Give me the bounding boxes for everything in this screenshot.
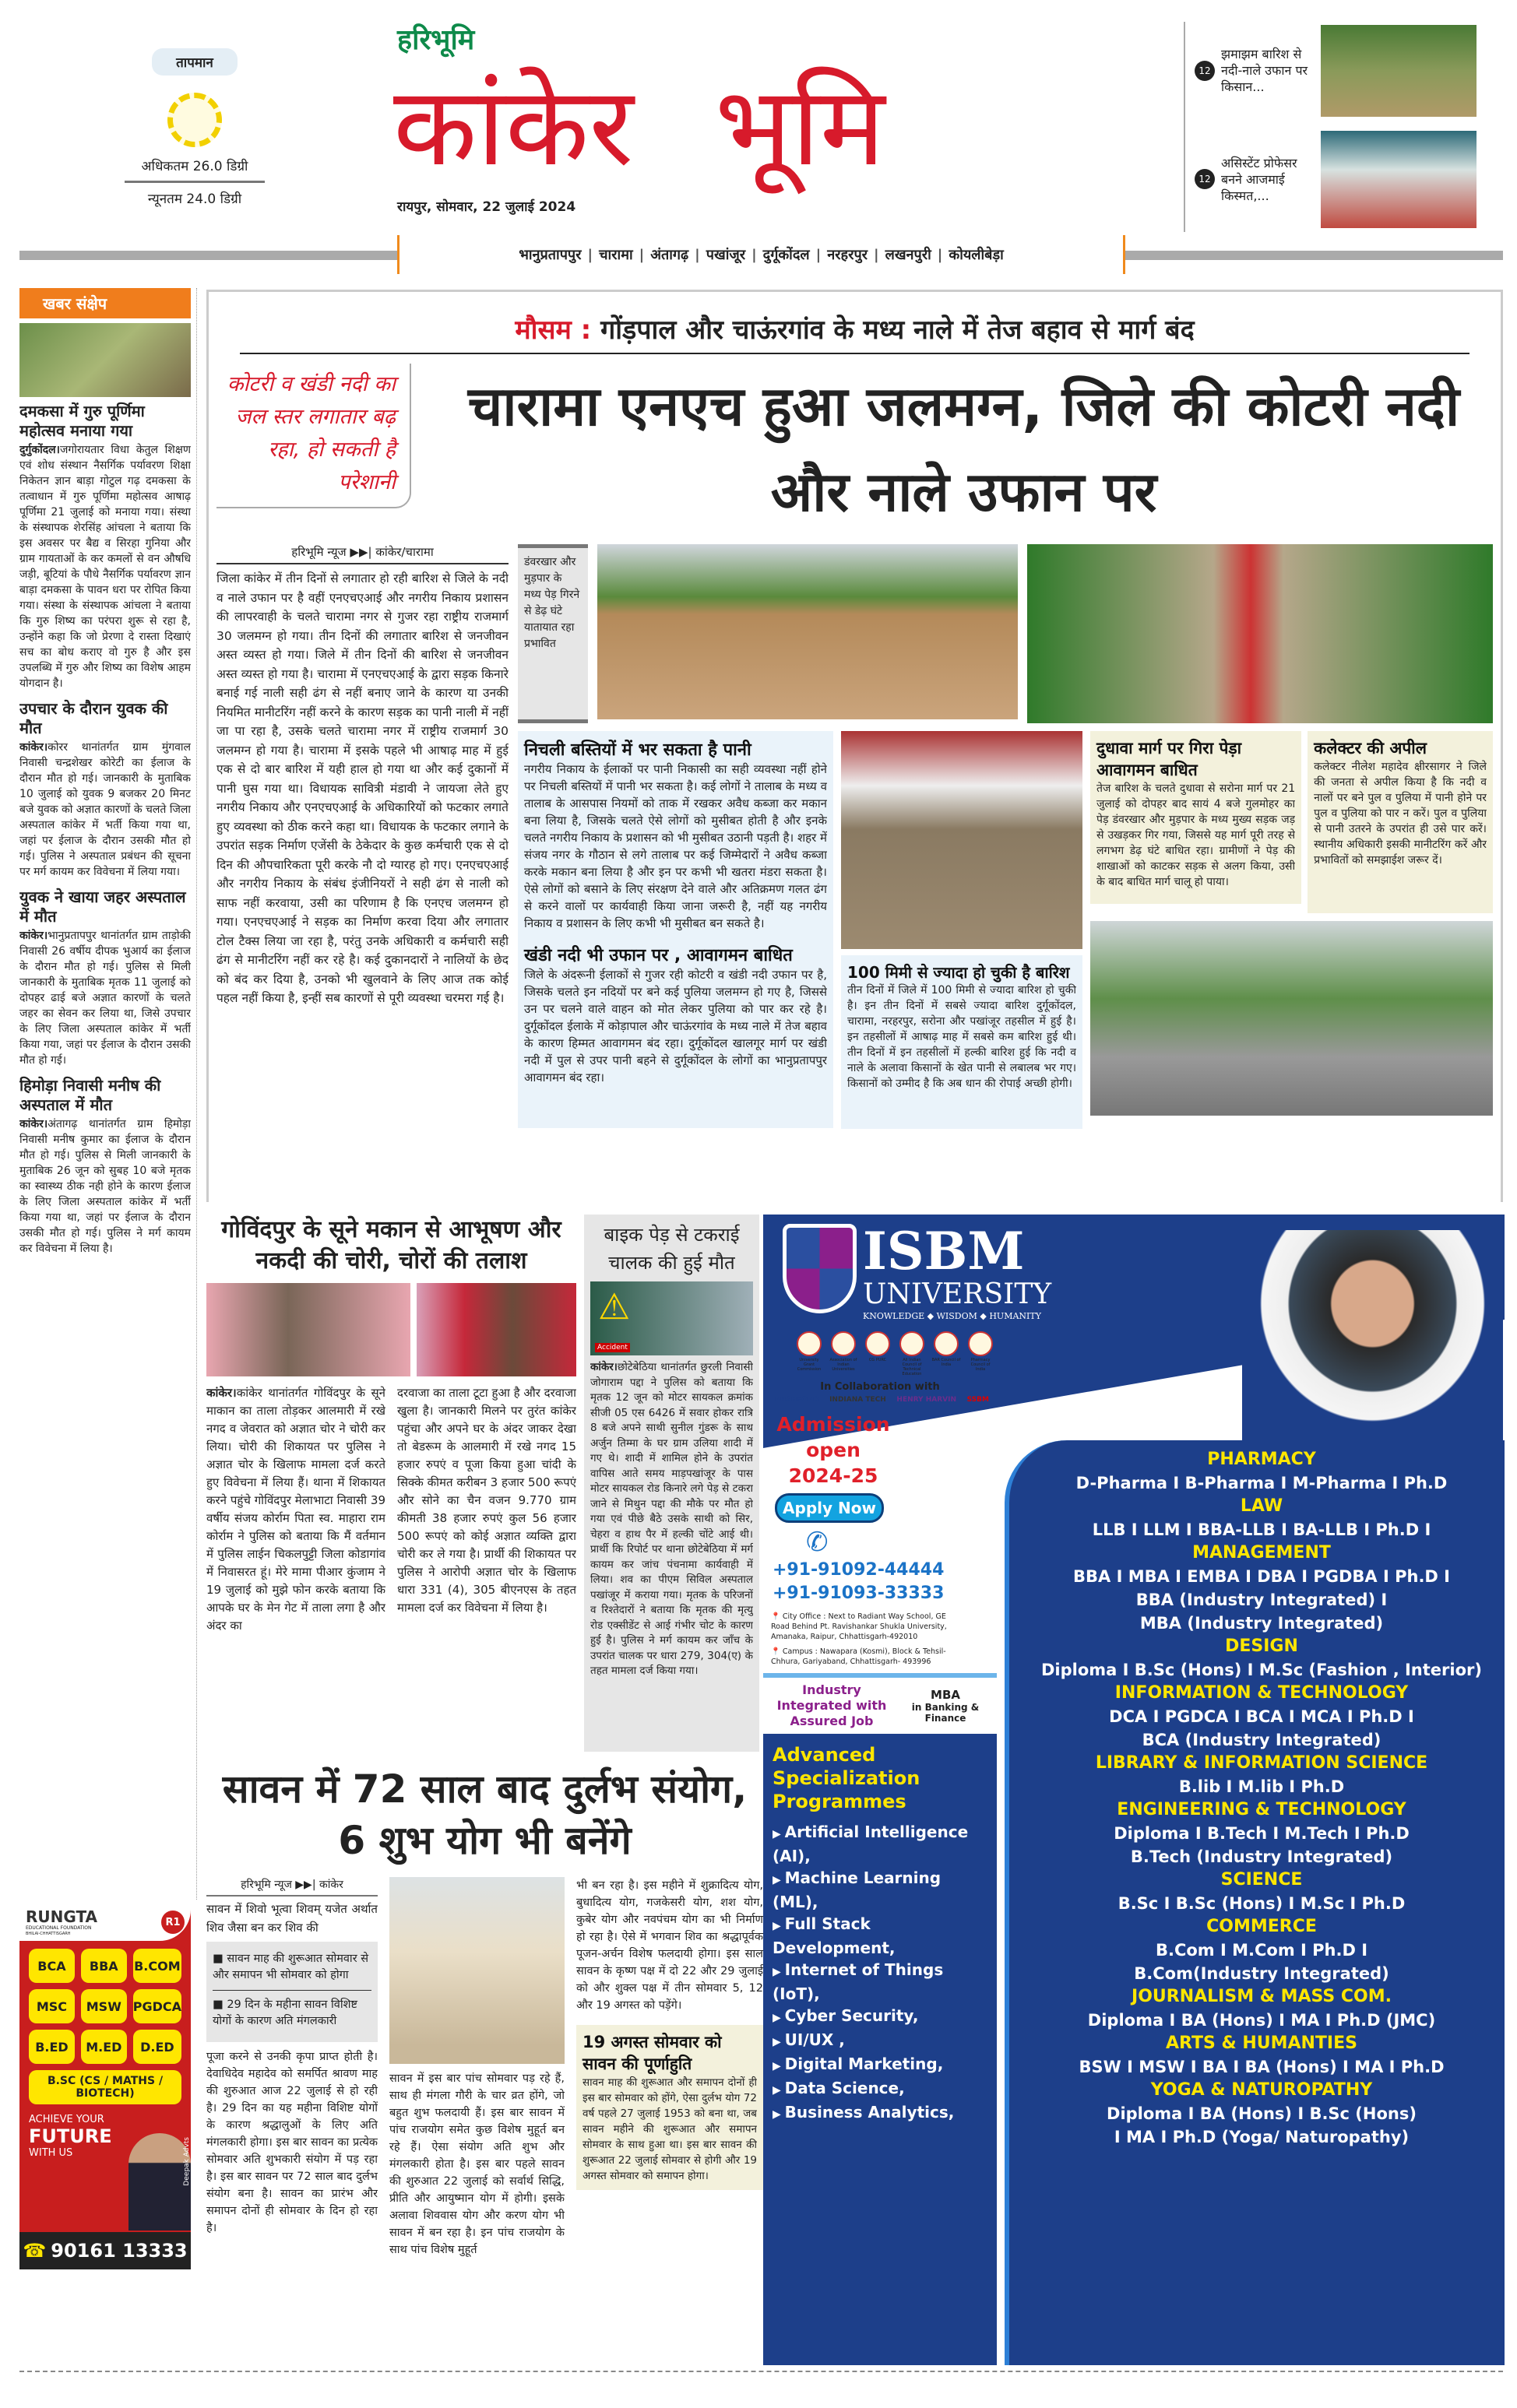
- campus: [771, 1647, 958, 1667]
- dateline: कांकेर।: [206, 1386, 237, 1400]
- location-link[interactable]: चारामा: [599, 247, 633, 263]
- brief-text: अंतागढ़ थानांतर्गत ग्राम हिमोड़ा निवासी मनीष कुमार का ईलाज के दौरान मौत हो गई। पुलिस से मिली जानकारी के मुताबिक 26 जून को सुबह 10 बजे मृतक का स्वास्थ्य ठीक नही होने के कारण ईलाज के लिए जिला अस्पताल कांकेर में भर्ती किया गया था, जहां पर ईलाज के दौरान उसकी मौत हो गई। पुलिस ने मर्ग कायम कर विवेचना में लिया है।: [19, 1118, 191, 1255]
- program-list: B.Com(Industry Integrated): [1134, 1964, 1389, 1983]
- course-chip: MSC: [29, 1989, 75, 2023]
- box-body: कलेक्टर नीलेश महादेव क्षीरसागर ने जिले की जनता से अपील किया है कि नदी व नालों पर बने पुल व पुलिया में पानी होने पर पुल व पुलिया को पार न करें। पुल व पुलिया से पानी उतरने के उपरांत ही उसे पार करें। स्थानीय अधिकारी इसकी मानीटरिंग करें और प्रभावितों को समझाईश जरूर दें।: [1314, 761, 1487, 867]
- info-box: [1308, 731, 1493, 913]
- brief-body: [19, 740, 191, 880]
- accreditation-name: University Grant Commission: [797, 1358, 822, 1372]
- tagline-3: WITH US: [29, 2147, 73, 2159]
- dateline: कांकेर।: [590, 1361, 618, 1373]
- dateline: कांकेर।: [19, 930, 48, 942]
- program-list: Diploma I BA (Hons) I MA I Ph.D (JMC): [1087, 2011, 1436, 2030]
- brief-title: युवक ने खाया जहर अस्पताल में मौत: [19, 888, 186, 926]
- accreditation-name: All Indian Council of Technical Education: [902, 1358, 922, 1376]
- course-chip: B.SC (CS / MATHS / BIOTECH): [29, 2070, 181, 2104]
- program-list: I MA I Ph.D (Yoga/ Naturopathy): [1114, 2128, 1410, 2146]
- strap-text: गोंड़पाल और चाऊंरगांव के मध्य नाले में तेज बहाव से मार्ग बंद: [600, 315, 1195, 346]
- strap-headline: [240, 312, 1469, 354]
- paper-title: कांकेर भूमि: [393, 64, 885, 191]
- bike-body: [590, 1360, 753, 1745]
- program-list: D-Pharma I B-Pharma I M-Pharma I Ph.D: [1075, 1474, 1448, 1492]
- spec-item: ▶ Digital Marketing,: [773, 2053, 989, 2077]
- course-chip: D.ED: [133, 2030, 181, 2064]
- location-link[interactable]: दुर्गूकोंदल: [762, 247, 810, 263]
- program-section-title: PHARMACY: [1207, 1450, 1316, 1469]
- theft-body-2: दरवाजा का ताला टूटा हुआ है और दरवाजा खुला है। जानकारी मिलने पर तुरंत कांकेर पहुंचा और अपने घर के अंदर जाकर देखा तो बेडरूम के आलमारी में रखे नगद 15 हजार रुपएं व पूजा किया हुआ चांदी के सिक्के कीमत करीबन 3 हजार 500 रूपएं और सोने का चैन वजन 9.770 ग्राम कीमती 38 हजार रुपएं कुल 56 हजार 500 रूपएं को कोई अज्ञात व्यक्ति द्वारा चोरी कर ले गया है। प्रार्थी की शिकायत पर पुलिस ने आरोपी अज्ञात चोर के खिलाफ धारा 331 (4), 305 बीएनएस के तहत मामला दर्ज कर विवेचना में लिया है।: [397, 1386, 576, 1615]
- accreditation-badge: [829, 1331, 858, 1376]
- highlight-item: ■ सावन माह की शुरूआत सोमवार से और समापन भी सोमवार को होगा: [213, 1948, 371, 1991]
- location-link[interactable]: लखनपुरी: [885, 247, 931, 263]
- pull-quote: कोटरी व खंडी नदी का जल स्तर लगातार बढ़ रहा, हो सकती है परेशानी: [216, 364, 411, 508]
- accreditation-seal-icon: [865, 1331, 890, 1356]
- accreditation-badge: [897, 1331, 927, 1376]
- lead-body: जिला कांकेर में तीन दिनों से लगातार हो रही बारिश से जिले के नदी व नाले उफान पर है वहीं एनएचएआई और नगरीय निकाय प्रशासन की लापरवाही के चलते चारामा नगर से गुजर रहा राष्ट्रीय राजमार्ग 30 जलमग्न हो गया। तीन दिनों की लगातार बारिश से जनजीवन अस्त व्यस्त हो गया। जिले में तीन दिनों की बारिश से जनजीवन अस्त व्यस्त हो गया है। चारामा में एनएचएआई के द्वारा सड़क किनारे बनाई गई नाली सही ढंग से नहीं बनाए जाने के कारण या उनकी नियमित मानीटरिंग नहीं करने के कारण सड़क का पानी नाली में नहीं जा पा रहा है, उसके चलते चारामा नगर में राष्ट्रीय राजमार्ग 30 जलमग्न हो गया है। चारामा में इसके पहले भी आषाढ़ माह में हुई एक से दो बार बारिश में यही हाल हो गया था और कई दुकानों में पानी घुस गया था। विधायक सावित्री मंडावी ने जायजा लेते हुए नगरीय निकाय और एनएचएआई के अधिकारियों को फटकार लगाते हुए व्यवस्था को ठीक करने कहा था। विधायक के फटकार लगाने के उपरांत सड़क निर्माण एजेंसी के ठेकेदार के कुछ कर्मचारी एक से दो दिन की औपचारिकता पूरी करके नौ दो ग्यारह हो गए। एनएचएआई और नगरीय निकाय के संबंध इंजीनियरों ने सही ढंग से नाली को साफ नहीं करवाया, उसी का परिणाम है कि एनएच जलमग्न हो गया। एनएचएआई ने सड़क का निर्माण करवा दिया और लगातार टोल टैक्स लिया जा रहा है, परंतु उनके अधिकारी व कर्मचारी सही ढंग से मानीटरिंग नहीं कर रहे है। कई दुकानदारों ने नालियों के छेद को बंद कर दिया है, उनको भी खुलवाने के लिए आज तक कोई पहल नहीं किया है, इन्हीं सब कारणों से पूरी व्यवस्था चरमरा गई है।: [216, 571, 509, 1005]
- apply-now-button[interactable]: Apply Now: [775, 1493, 884, 1523]
- isbm-tagline: KNOWLEDGE ◆ WISDOM ◆ HUMANITY: [863, 1311, 1041, 1321]
- accreditation-name: CG PURC: [868, 1358, 887, 1362]
- teaser-text: असिस्टेंट प्रोफेसर बनने आजमाई किस्मत,...: [1221, 155, 1297, 203]
- program-section-title: ENGINEERING & TECHNOLOGY: [1117, 1800, 1406, 1819]
- byline: हरिभूमि न्यूज ▶▶| कांकेर/चारामा: [216, 544, 509, 564]
- program-section-title: LAW: [1240, 1496, 1283, 1516]
- warning-sign-icon: ⚠: [598, 1285, 631, 1327]
- box-title: खंडी नदी भी उफान पर , आवागमन बाधित: [524, 946, 793, 965]
- highlight-item: ■ 29 दिन के महीना सावन विशिष्ट योगों के कारण अति मंगलकारी: [213, 1998, 357, 2027]
- rungta-brand: RUNGTA: [26, 1907, 98, 1926]
- max-temp: अधिकतम 26.0 डिग्री: [125, 156, 265, 183]
- tagline-1: ACHIEVE YOUR: [29, 2114, 104, 2125]
- collab-logo: INDIANA TECH: [829, 1396, 886, 1404]
- isbm-phone-1: +91-91092-44444: [773, 1560, 945, 1580]
- location-divider: |: [639, 246, 645, 263]
- spec-item: ▶ Internet of Things (IoT),: [773, 1959, 989, 2005]
- accident-photo: [590, 1281, 753, 1355]
- spec-item: ▶ Full Stack Development,: [773, 1913, 989, 1959]
- spec-item: ▶ Business Analytics,: [773, 2101, 989, 2125]
- program-list: B.lib I M.lib I Ph.D: [1178, 1777, 1345, 1796]
- location-link[interactable]: अंतागढ़: [650, 247, 689, 263]
- location-link[interactable]: भानुप्रतापपुर: [519, 247, 582, 263]
- theft-story: [206, 1215, 576, 1752]
- info-box: [518, 731, 833, 1128]
- sawan-intro: सावन में शिवो भूत्वा शिवम् यजेत अर्थात शिव जैसा बन कर शिव की: [206, 1902, 378, 1935]
- page-badge: 12: [1195, 61, 1215, 81]
- ad-left-column: [763, 1331, 997, 2365]
- phone-icon: ✆: [806, 1527, 829, 1558]
- location-link[interactable]: नरहरपुर: [827, 247, 868, 263]
- box-title: 100 मिमी से ज्यादा हो चुकी है बारिश: [847, 963, 1070, 982]
- accreditation-seal-icon: [899, 1331, 924, 1356]
- fallen-tree-road-photo: [1090, 921, 1493, 1116]
- box-body: नगरीय निकाय के ईलाकों पर पानी निकासी का सही व्यवस्था नहीं होने पर निचली बस्तियों में पानी भर सकता है। कई लोगों ने तालाब के मध्य व तालाब के आसपास नियमों को ताक में रखकर अवैध कब्जा कर मकान बना लिया है, जिसके चलते ऐसे लोगों को मुसीबत होती है और इनके चलते नगरीय निकाय के प्रशासन को भी मुसीबत उठानी पड़ती है। शहर में संजय नगर के गौठान से लगे तालाब पर कई जिम्मेदारों ने अवैध कब्जा करके मकान बना लिया है और इन पर कभी भी खतरा मंडरा सकता है। ऐसे लोगों को बसाने के लिए संरक्षण देने वाले और अतिक्रमण गलत ढंग से करने वालों पर कार्यवाही किया जाना जरूरी है, नहीं यह नगरीय निकाय व प्रशासन के लिए कभी भी मुसीबत बन सकते है।: [524, 762, 827, 930]
- brief-title: उपचार के दौरान युवक की मौत: [19, 699, 168, 737]
- sawan-headline: सावन में 72 साल बाद दुर्लभ संयोग, 6 शुभ योग भी बनेंगे: [222, 1766, 748, 1863]
- teaser-text: झमाझम बारिश से नदी-नाले उफान पर किसान...: [1221, 47, 1308, 94]
- brief-label: खबर संक्षेप: [19, 288, 191, 318]
- program-section-title: MANAGEMENT: [1192, 1543, 1331, 1563]
- box-body: जिले के अंदरूनी ईलाकों से गुजर रही कोटरी व खंडी नदी उफान पर है, जिसके चलते इन नदियों पर बने कई पुलिया जलमग्न हो गए है, जिससे उन पर चलने वाले वाहन को मोत लेकर पुलिया को पार कर रहे है। दुर्गूकोंदल ईलाके में कोड़ापाल और चाऊंरगांव के मध्य नाले में तेज बहाव के कारण हिम्मत आवागमन बंद रहा। दुर्गूकोंदल खालगूर मार्ग पर खंडी नदी में पुल से उपर पानी बहने से दुर्गूकोंदल के लोगों का भानुप्रतापपुर आवागमन बंद रहा।: [524, 968, 827, 1084]
- spec-item: ▶ Artificial Intelligence (AI),: [773, 1821, 989, 1867]
- box-title: निचली बस्तियों में भर सकता है पानी: [524, 740, 751, 760]
- box-title: कलेक्टर की अपील: [1314, 739, 1427, 758]
- isbm-ad[interactable]: [763, 1215, 1505, 2365]
- industry-label: Industry Integrated with Assured Job: [776, 1682, 887, 1728]
- rungta-ad[interactable]: [19, 1904, 191, 2269]
- program-list: B.Tech (Industry Integrated): [1130, 1847, 1393, 1866]
- admission-label: Admission: [776, 1413, 890, 1436]
- rungta-badge: R1: [161, 1911, 185, 1934]
- person-photo: [128, 2133, 191, 2230]
- isbm-shield-logo: [783, 1224, 857, 1313]
- rungta-logo: [19, 1904, 191, 1941]
- location-divider: |: [587, 246, 593, 263]
- isbm-name: ISBM: [863, 1221, 1025, 1281]
- teaser-item[interactable]: [1185, 128, 1503, 230]
- open-label: open: [806, 1439, 861, 1461]
- min-temp: न्यूनतम 24.0 डिग्री: [147, 192, 242, 207]
- program-list: BCA (Industry Integrated): [1142, 1731, 1381, 1749]
- photo-caption: डंवरखार और मुड़पार के मध्य पेड़ गिरने से डेढ़ घंटे यातायात रहा प्रभावित: [518, 544, 588, 723]
- rungta-loc: BHILAI-CHHATTISGARH: [26, 1931, 71, 1936]
- dateline: कांकेर।: [19, 1118, 48, 1130]
- dateline: दुर्गुकोंदल।: [19, 444, 60, 456]
- ai-woman-photo: [1242, 1230, 1503, 1440]
- theft-body-1: कांकेर थानांतर्गत गोविंदपुर के सूने माकान का ताला तोड़कर आलमारी में रखे नगद व जेवरात को अज्ञात चोर ने चोरी कर लिया। चोरी की शिकायत पर पुलिस ने अज्ञात चोर के खिलाफ मामला दर्ज करते हुए विवेचना में लिया हैं। थाना में शिकायत करने पहुंचे गोविंदपुर मेलाभाटा निवासी 39 वर्षीय संजय कोर्राम पिता स्व. माहारा राम कोर्राम ने पुलिस को बताया कि मैं वर्तमान में पुलिस लाईन चिकलपुट्टी जिला कोडागांव में निवासरत हूं। मेरे मामा पीआर कुंजाम ने 19 जुलाई को मुझे फोन करके बताया कि आपके घर के मेन गेट में ताला लगा है और अंदर का: [206, 1386, 385, 1633]
- masthead: [393, 23, 1133, 234]
- accreditation-name: Association of Indian Universities: [829, 1358, 857, 1372]
- program-section-title: INFORMATION & TECHNOLOGY: [1114, 1683, 1409, 1703]
- teaser-photo: [1321, 25, 1477, 117]
- teasers: [1184, 22, 1503, 232]
- sawan-byline: हरिभूमि न्यूज ▶▶| कांकेर: [206, 1877, 378, 1897]
- location-divider: |: [815, 246, 822, 263]
- box-body: तेज बारिश के चलते दुधावा से सरोना मार्ग पर 21 जुलाई को दोपहर बाद सायं 4 बजे गुलमोहर का पेड़ डंवरखार और मुड़पार के मध्य मुख्य सड़क जड़ से उखड़कर गिर गया, जिससे यह मार्ग पूरी तरह से लगभग डेढ़ घंटे बाधित रहा। ग्रामीणों ने पेड़ की शाखाओं को काटकर सड़क से अलग किया, उसी के बाद बाधित मार्ग चालू हो पाया।: [1096, 782, 1296, 888]
- brand-logo: हरिभूमि: [397, 24, 475, 56]
- course-chip: BCA: [29, 1949, 75, 1983]
- flooded-fields-photo: [597, 544, 1018, 719]
- theft-photo: [417, 1283, 576, 1376]
- bike-accident-story: [584, 1215, 759, 1752]
- info-box: [841, 955, 1082, 1129]
- spec-item: ▶ Machine Learning (ML),: [773, 1867, 989, 1913]
- course-chip: MSW: [81, 1989, 127, 2023]
- accreditation-name: Pharmacy Council of India: [970, 1358, 991, 1372]
- program-list: LLB I LLM I BBA-LLB I BA-LLB I Ph.D I: [1092, 1520, 1431, 1539]
- theft-photo: [206, 1283, 410, 1376]
- phone-number: 90161 13333: [51, 2240, 188, 2262]
- bike-body-text: छोटेबेठिया थानांतर्गत छुरली निवासी जोगाराम पद्दा ने पुलिस को बताया कि मृतक 12 जून को मोटर सायकल क्रमांक सीजी 05 एस 6426 में सवार होकर रात्रि 8 बजे अपने साथी सुनील गुंडरू के साथ अर्जुन तिम्मा के घर ग्राम उलिया शादी में गए थे। शादी में शामिल होने के उपरांत वापिस आते समय माड़पखांजूर के पास मोटर सायकल रोड किनारे लगे पेड़ से टकरा जाने से मिथुन पद्दा की मौके पर मौत हो गया एवं पीछे बैठे उसके साथी को सिर, चेहरा व हाथ पैर में हल्की चोंटे आई थी। प्रार्थी कि रिपोर्ट पर थाना छोटेबेठिया में मर्ग कायम कर जांच पंचनामा कार्यवाही में लिया। शव का पीएम सिविल अस्पताल पखांजूर में कराया गया। मृतक के परिजनों व रिश्तेदारों ने बताया कि मृतक की मृत्यु रोड एक्सीडेंट से आई गंभीर चोट के कारण हुई है। पुलिस ने मर्ग कायम कर जाँच के उपरांत चालक पर धारा 279, 304(ए) के तहत मामला दर्ज किया गया।: [590, 1361, 753, 1677]
- course-chip: PGDCA: [133, 1989, 181, 2023]
- program-section-title: COMMERCE: [1206, 1917, 1317, 1936]
- spec-panel: [763, 1734, 997, 2365]
- page-badge: 12: [1195, 169, 1215, 189]
- location-divider: |: [751, 246, 757, 263]
- sun-icon: [167, 93, 222, 147]
- program-list: BBA I MBA I EMBA I DBA I PGDBA I Ph.D I: [1073, 1567, 1450, 1586]
- spec-title: Advanced Specialization Programmes: [773, 1744, 920, 1812]
- ad-credit: Deepak Advts: [183, 2137, 191, 2186]
- collab-label: In Collaboration with: [820, 1381, 940, 1393]
- page-bottom-rule: [19, 2371, 1503, 2372]
- collab-logo: HENRY HARVIN: [896, 1396, 956, 1404]
- accreditation-seal-icon: [934, 1331, 959, 1356]
- location-link[interactable]: कोयलीबेड़ा: [949, 247, 1004, 263]
- accreditation-badge: [966, 1331, 995, 1376]
- box-title: दुधावा मार्ग पर गिरा पेड़ा आवागमन बाधित: [1096, 739, 1242, 779]
- isbm-phone-2: +91-91093-33333: [773, 1584, 945, 1603]
- brief-title: दमकसा में गुरु पूर्णिमा महोत्सव मनाया गया: [19, 402, 145, 440]
- teaser-photo: [1321, 131, 1477, 228]
- spec-item: ▶ Data Science,: [773, 2077, 989, 2101]
- sawan-highlights: [206, 1942, 378, 2042]
- column-divider: [196, 288, 197, 1900]
- rungta-sub: EDUCATIONAL FOUNDATION: [26, 1925, 92, 1931]
- brief-item: [19, 888, 191, 1068]
- collab-logo: SSBM: [966, 1396, 989, 1404]
- location-pin-icon: 📍: [771, 1612, 780, 1621]
- session-year: 2024-25: [788, 1464, 878, 1487]
- tractor-photo: [1027, 544, 1493, 723]
- brief-text: जगोरायतार विधा केतुल शिक्षण एवं शोध संस्थान नैसर्गिक पर्यावरण शिक्षा निकेतन ज्ञान बाड़ा गोटुल गढ़ दमकसा के तत्वाधान में गुरु पूर्णिमा महोत्सव आषाढ़ पूर्णिमा 21 जुलाई को मनाया गया। संस्था के संस्थापक शेरसिंह आंचला ने बताया कि इस अवसर पर बैद्य व सिरहा गुनिया और ग्राम गायताओं के कर कमलों से वन औषधि जड़ी, बूटियां के पौधे नैसर्गिक पर्यावरण ज्ञान बाड़ा दमकसा के पावन धरा पर रोपित किया गया। संस्था के संस्थापक आंचला ने बताया कि गुरु शिष्य का परंपरा शुरू से रहा है, उन्होंने कहा कि जो प्रेरणा दे रास्ता दिखाएं सच का बोध कराए वो गुरु है और इस उपलब्धि में गुरु और शिष्य का विशेष आहम योगदान है।: [19, 444, 191, 690]
- brief-item: [19, 1076, 191, 1257]
- news-brief-column: [19, 288, 191, 1896]
- campus-text: Campus : Nawapara (Kosmi), Block & Tehsil- Chhura, Gariyaband, Chhattisgarh- 493996: [771, 1647, 946, 1666]
- highlight-text: 29 दिन के महीना सावन विशिष्ट योगों के कारण अति मंगलकारी: [213, 1998, 357, 2027]
- tagline-2: FUTURE: [29, 2125, 112, 2147]
- accreditation-badge: [794, 1331, 824, 1376]
- location-link[interactable]: पखांजूर: [706, 247, 746, 263]
- flooded-road-photo: [841, 731, 1082, 949]
- program-section-title: ARTS & HUMANTIES: [1165, 2034, 1357, 2053]
- brief-text: भानुप्रतापपुर थानांतर्गत ग्राम ताड़ोकी निवासी 26 वर्षीय दीपक भुआर्य का ईलाज के दौरान मौत हो गई। पुलिस से मिली जानकारी के मुताबिक मृतक 11 जुलाई को दोपहर ढाई बजे अज्ञात कारणों के चलते जहर का सेवन कर लिया था, जिसे उपचार के लिए जिला अस्पताल कांकेर में भर्ती किया गया, जहां पर ईलाज के दौरान उसकी मौत हो गई।: [19, 930, 191, 1067]
- brief-body: [19, 928, 191, 1068]
- sawan-box: [576, 2025, 763, 2190]
- box-body: तीन दिनों में जिले में 100 मिमी से ज्यादा बारिश हो चुकी है। इन तीन दिनों में सबसे ज्यादा बारिश दुर्गूकोंदल, चारामा, नरहरपुर, सरोना और पखांजूर तहसील में हुई है। इन तहसीलों में आषाढ़ माह में सबसे कम बारिश हुई थी। तीन दिनों में इन तहसीलों में हल्की बारिश हुई कि नदी व नाले के अलावा किसानों के खेत पानी से लबालब भर गए। किसानों को उम्मीद है कि अब धान की रोपाई अच्छी होगी।: [847, 984, 1076, 1090]
- weather-widget: [109, 48, 280, 235]
- program-list: DCA I PGDCA I BCA I MCA I Ph.D I: [1109, 1707, 1414, 1726]
- location-divider: |: [695, 246, 700, 263]
- isbm-university: UNIVERSITY: [863, 1278, 1052, 1310]
- spec-item: ▶ UI/UX ,: [773, 2029, 989, 2053]
- course-chip: B.COM: [133, 1949, 181, 1983]
- theft-body: [206, 1384, 385, 1752]
- course-chip: M.ED: [81, 2030, 127, 2064]
- strap-kicker: मौसम :: [515, 315, 592, 346]
- program-list: Diploma I B.Sc (Hons) I M.Sc (Fashion , Interior): [1041, 1661, 1482, 1679]
- accreditation-badge: [863, 1331, 892, 1376]
- sawan-box-body: सावन माह की शुरूआत और समापन दोनों ही इस बार सोमवार को होंगे, ऐसा दुर्लभ योग 72 वर्ष पहले 27 जुलाई 1953 को बना था, जब सावन महीने की शुरूआत और समापन सोमवार के साथ हुआ था। इस बार सावन की शुरूआत 22 जुलाई सोमवार से होगी और 19 अगस्त सोमवार को समापन होगा।: [583, 2076, 757, 2182]
- course-chip: BBA: [81, 1949, 127, 1983]
- info-box: [1090, 731, 1301, 904]
- brief-item: [19, 402, 191, 691]
- location-pin-icon: 📍: [771, 1647, 780, 1656]
- accident-sign-label: Accident: [595, 1343, 630, 1352]
- program-section-title: LIBRARY & INFORMATION SCIENCE: [1095, 1753, 1428, 1773]
- city-office: [771, 1612, 958, 1642]
- brief-body: [19, 442, 191, 691]
- mba-label: MBA: [931, 1688, 960, 1702]
- accreditation-badge: [931, 1331, 961, 1376]
- spec-item: ▶ Cyber Security,: [773, 2005, 989, 2029]
- brief-body: [19, 1116, 191, 1257]
- program-section-title: JOURNALISM & MASS COM.: [1132, 1987, 1392, 2006]
- brief-item: [19, 699, 191, 880]
- program-list: MBA (Industry Integrated): [1139, 1614, 1384, 1633]
- phone-icon: ☎: [23, 2240, 47, 2262]
- bike-headline: बाइक पेड़ से टकराई चालक की हुई मौत: [604, 1224, 740, 1274]
- dateline: कांकेर।: [19, 741, 48, 754]
- main-headline: चारामा एनएच हुआ जलमग्न, जिले की कोटरी नदी और नाले उफान पर: [467, 374, 1460, 524]
- program-list: B.Com I M.Com I Ph.D I: [1155, 1941, 1368, 1960]
- accreditation-seal-icon: [797, 1331, 822, 1356]
- lead-story: [206, 290, 1503, 1202]
- sawan-box-title: 19 अगस्त सोमवार को सावन की पूर्णाहुति: [583, 2033, 722, 2073]
- theft-headline: गोविंदपुर के सूने मकान से आभूषण और नकदी की चोरी, चोरों की तलाश: [221, 1216, 561, 1274]
- sawan-story: [206, 1763, 763, 2371]
- highlight-text: सावन माह की शुरूआत सोमवार से और समापन भी सोमवार को होगा: [213, 1953, 369, 1981]
- program-list: BSW I MSW I BA I BA (Hons) I MA I Ph.D: [1079, 2058, 1445, 2076]
- rungta-phone: [19, 2232, 191, 2269]
- accreditation-name: BAR Council of India: [931, 1358, 961, 1367]
- course-chip: B.ED: [29, 2030, 75, 2064]
- location-divider: |: [937, 246, 943, 263]
- sawan-col-2: सावन में इस बार पांच सोमवार पड़ रहे हैं, साथ ही मंगला गौरी के चार व्रत होंगे, जो बहुत शुभ फलदायी हैं। इस बार सावन में पांच राजयोग समेत कुछ विशेष मुहूर्त बन रहे हैं। ऐसा संयोग अति शुभ और मंगलकारी होता है। इस बार पहले सावन की शुरुआत 22 जुलाई को सर्वार्थ सिद्धि, प्रीति और आयुष्मान योग में होगी। इसके अलावा शिववास योग और करण योग भी सावन में बन रहा है। इन पांच राजयोग के साथ पांच विशेष मुहूर्त: [389, 2072, 565, 2256]
- city-office-text: City Office : Next to Radiant Way School, GE Road Behind Pt. Ravishankar Shukla University, Amanaka, Raipur, Chhattisgarh-492010: [771, 1612, 947, 1641]
- location-divider: |: [874, 246, 879, 263]
- program-list: BBA (Industry Integrated) I: [1135, 1591, 1388, 1609]
- accreditation-seal-icon: [968, 1331, 993, 1356]
- program-section-title: YOGA & NATUROPATHY: [1150, 2080, 1373, 2100]
- program-list: Diploma I B.Tech I M.Tech I Ph.D: [1114, 1824, 1410, 1843]
- program-section-title: SCIENCE: [1220, 1870, 1303, 1889]
- brief-title: हिमोड़ा निवासी मनीष की अस्पताल में मौत: [19, 1076, 161, 1114]
- brief-text: कोरर थानांतर्गत ग्राम मुंगवाल निवासी चन्द्रशेखर कोरेटी का ईलाज के दौरान मौत हो गई। जानकारी के मुताबिक 10 जुलाई को युवक 9 बजकर 20 मिनट बजे युवक को अज्ञात कारणों के चलते जिला अस्पताल कांकेर में भर्ती किया गया था, जहां पर ईलाज के दौरान उसकी मौत हो गई। पुलिस ने अस्पताल प्रबंधन की सूचना पर मर्ग कायम कर विवेचना में लिया गया।: [19, 741, 191, 878]
- weather-label: तापमान: [152, 48, 238, 76]
- sawan-col-3: भी बन रहा है। इस महीने में शुक्रादित्य योग, बुधादित्य योग, गजकेसरी योग, शश योग, कुबेर योग और नवपंचम योग का भी निर्माण हो रहा है। ऐसे में भगवान शिव का श्रद्धापूर्वक पूजन-अर्चन विशेष फलदायी होगा। इस साल सावन के कृष्ण पक्ष में दो 22 और 29 जुलाई को और शुक्ल पक्ष में तीन सोमवार 5, 12 और 19 अगस्त को पड़ेंगे।: [576, 1879, 763, 2012]
- temple-photo: [389, 1877, 565, 2064]
- program-list: Diploma I BA (Hons) I B.Sc (Hons): [1107, 2104, 1417, 2123]
- sawan-col-1: पूजा करने से उनकी कृपा प्राप्त होती है। देवाधिदेव महादेव को समर्पित श्रावण माह की शुरुआत आज 22 जुलाई से हो रही है। 29 दिन का यह महीना विशिष्ट योगों के कारण श्रद्धालुओं के लिए अति मंगलकारी होगा। इस बार सावन का प्रत्येक सोमवार अति शुभकारी संयोग में पड़ रहा है। इस बार सावन पर 72 साल बाद दुर्लभ संयोग बना है। सावन का प्रारंभ और समापन दोनों ही सोमवार के दिन हो रहा है।: [206, 2051, 378, 2234]
- location-strip: [397, 235, 1125, 274]
- dateline: रायपुर, सोमवार, 22 जुलाई 2024: [397, 199, 576, 215]
- mba-sub: in Banking & Finance: [911, 1702, 980, 1724]
- teaser-item[interactable]: [1185, 22, 1503, 119]
- program-list: B.Sc I B.Sc (Hons) I M.Sc I Ph.D: [1118, 1894, 1406, 1913]
- program-section-title: DESIGN: [1225, 1636, 1298, 1656]
- accreditation-seal-icon: [831, 1331, 856, 1356]
- collab-logo: RUSHFORD: [775, 1396, 819, 1404]
- brief-photo: [19, 323, 191, 397]
